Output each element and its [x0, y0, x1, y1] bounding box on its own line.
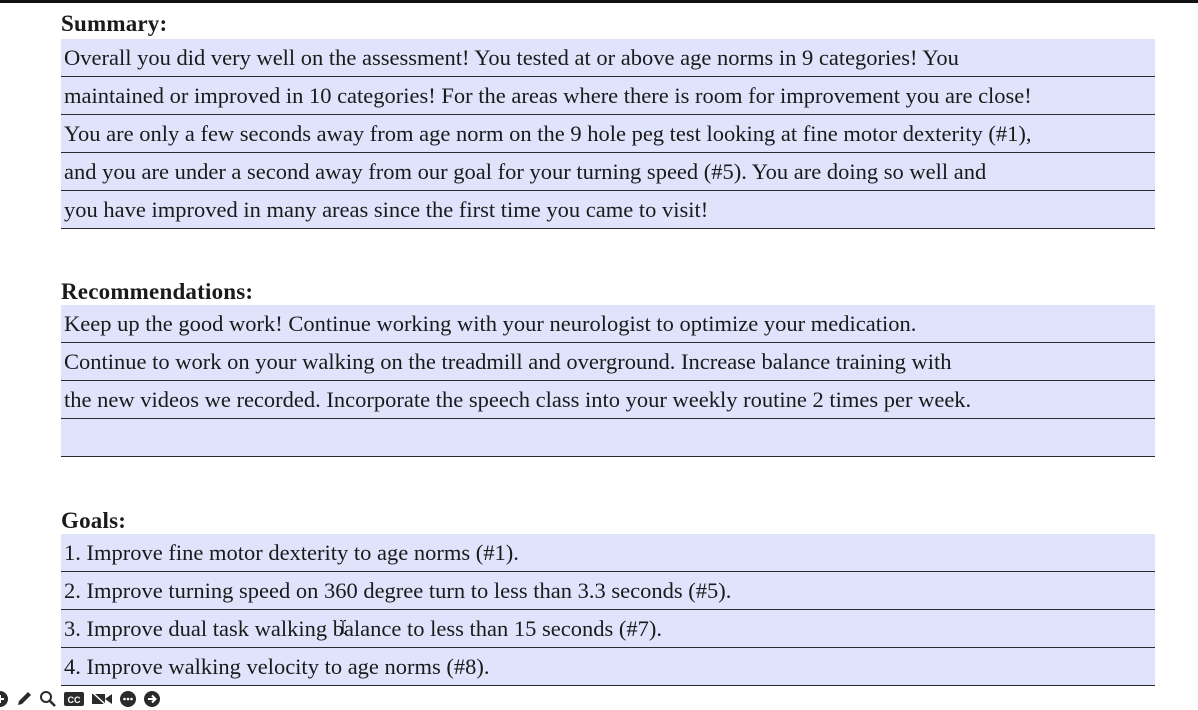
- recommendations-field-line-1[interactable]: Keep up the good work! Continue working with your neurologist to optimize your medication.: [61, 305, 1155, 343]
- recommendations-field-line-3[interactable]: the new videos we recorded. Incorporate the speech class into your weekly routine 2 times per week.: [61, 381, 1155, 419]
- pencil-icon[interactable]: [15, 690, 33, 708]
- summary-section: [61, 12, 1155, 229]
- recommendations-field-line-4[interactable]: [61, 419, 1155, 457]
- window-top-border: [0, 0, 1198, 3]
- closed-caption-icon[interactable]: [63, 690, 85, 708]
- video-camera-icon[interactable]: [91, 690, 113, 708]
- goals-field-line-3[interactable]: 3. Improve dual task walking balance to less than 15 seconds (#7).: [61, 610, 1155, 648]
- annotation-toolbar: [0, 688, 161, 710]
- goals-field-line-1[interactable]: 1. Improve fine motor dexterity to age norms (#1).: [61, 534, 1155, 572]
- goals-field-line-4[interactable]: 4. Improve walking velocity to age norms (#8).: [61, 648, 1155, 686]
- svg-text:CC: CC: [67, 695, 81, 705]
- recommendations-heading: Recommendations:: [61, 279, 254, 304]
- goals-field-line-2[interactable]: 2. Improve turning speed on 360 degree turn to less than 3.3 seconds (#5).: [61, 572, 1155, 610]
- text-cursor-icon: [340, 620, 346, 634]
- search-icon[interactable]: [39, 690, 57, 708]
- summary-heading: Summary:: [61, 11, 168, 36]
- forward-icon[interactable]: [143, 690, 161, 708]
- summary-field-line-4[interactable]: and you are under a second away from our goal for your turning speed (#5). You are doing so well and: [61, 153, 1155, 191]
- summary-field-line-5[interactable]: you have improved in many areas since the first time you came to visit!: [61, 191, 1155, 229]
- add-icon[interactable]: [0, 690, 9, 708]
- chat-icon[interactable]: [119, 690, 137, 708]
- summary-field-line-3[interactable]: You are only a few seconds away from age norm on the 9 hole peg test looking at fine motor dexterity (#1),: [61, 115, 1155, 153]
- summary-field-line-1[interactable]: Overall you did very well on the assessment! You tested at or above age norms in 9 categories! You: [61, 39, 1155, 77]
- goals-heading: Goals:: [61, 508, 127, 533]
- recommendations-field-line-2[interactable]: Continue to work on your walking on the treadmill and overground. Increase balance training with: [61, 343, 1155, 381]
- goals-section: [61, 509, 1155, 686]
- recommendations-section: [61, 280, 1155, 457]
- summary-field-line-2[interactable]: maintained or improved in 10 categories! For the areas where there is room for improvement you are close!: [61, 77, 1155, 115]
